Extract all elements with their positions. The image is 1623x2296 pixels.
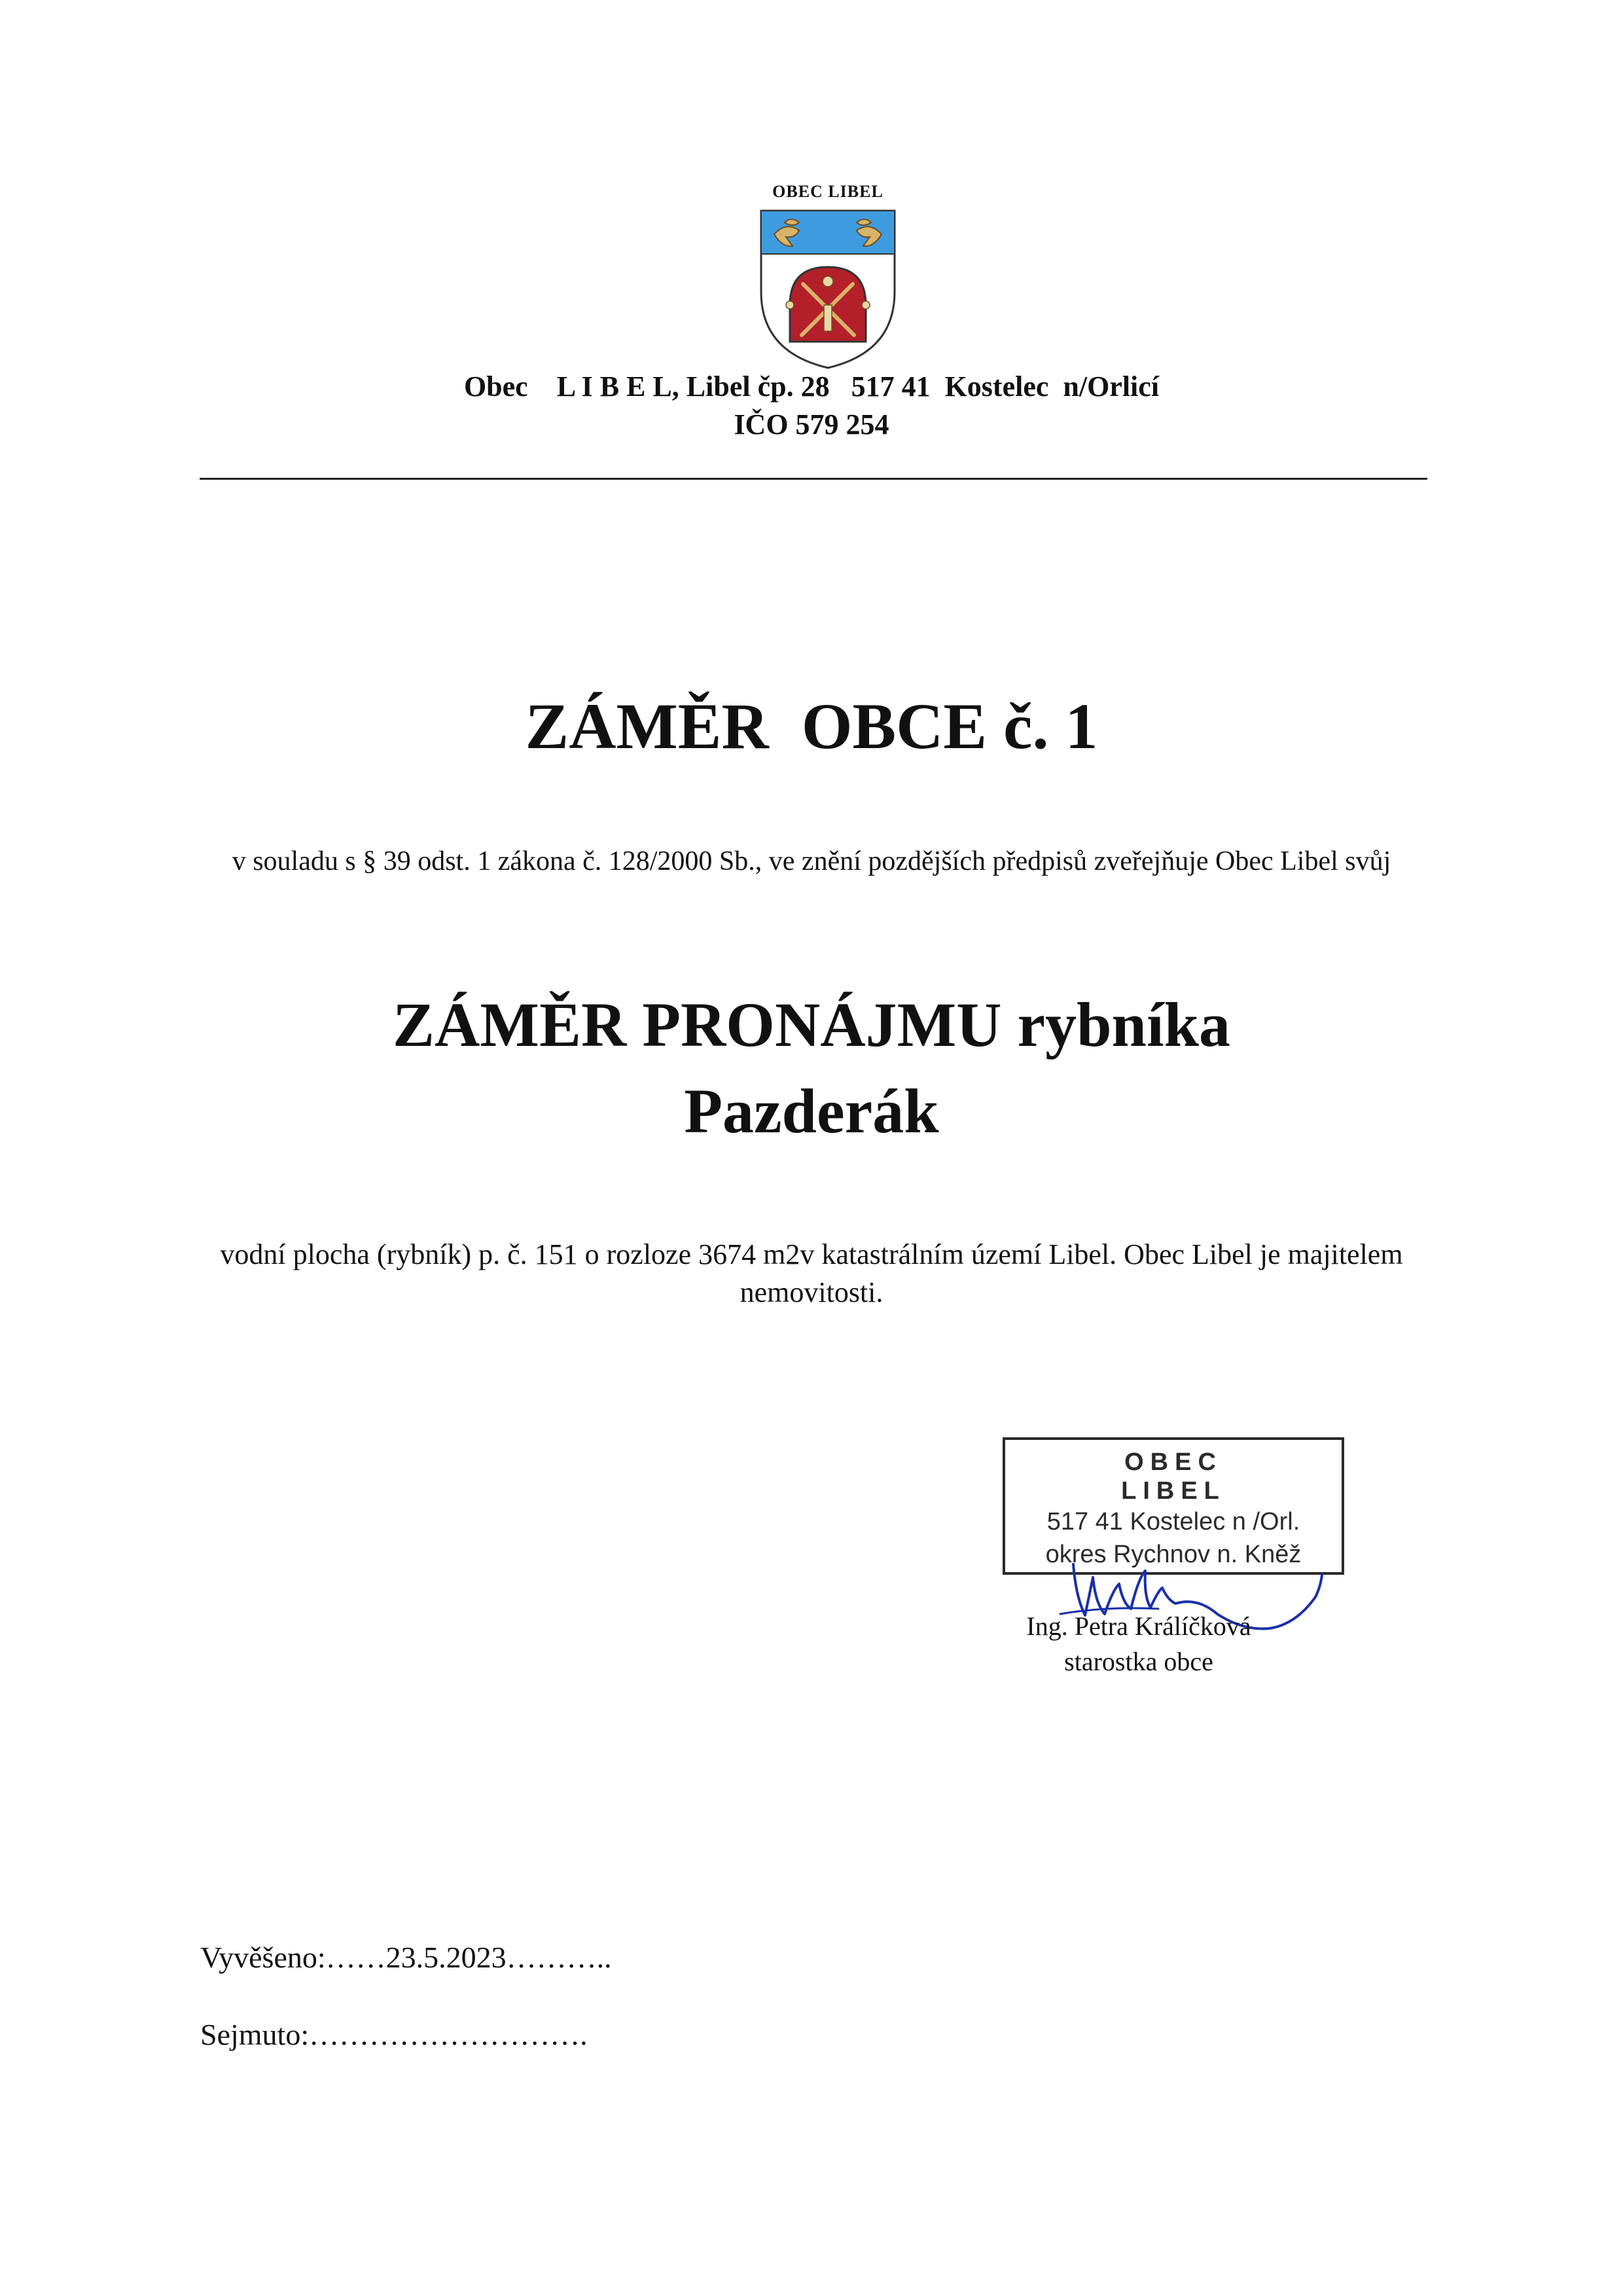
intro-paragraph: v souladu s § 39 odst. 1 zákona č. 128/2000 Sb., ve znění pozdějších předpisů zveřejňuje Obec Libel svůj <box>232 846 1391 876</box>
subtitle-line: Pazderák <box>684 1076 939 1146</box>
document-title: ZÁMĚR OBCE č. 1 <box>525 690 1098 762</box>
coat-of-arms <box>753 182 903 370</box>
stamp-line: OBEC <box>1124 1448 1222 1476</box>
signer-block <box>982 1609 1296 1679</box>
signer-name: Ing. Petra Králíčková <box>1026 1611 1251 1641</box>
subtitle-line: ZÁMĚR PRONÁJMU rybníka <box>392 990 1230 1060</box>
stamp-line: 517 41 Kostelec n /Orl. <box>1046 1508 1300 1535</box>
address-line: Obec L I B E L, Libel čp. 28 517 41 Kostelec n/Orlicí <box>463 370 1160 403</box>
shield-icon <box>756 207 900 370</box>
header-divider <box>200 478 1427 480</box>
crest-label: OBEC LIBEL <box>772 182 883 201</box>
signer-role: starostka obce <box>1064 1647 1213 1676</box>
removed-date: Sejmuto:………………………. <box>200 2018 588 2051</box>
ico-line: IČO 579 254 <box>734 408 889 440</box>
posted-date: Vyvěšeno:……23.5.2023……….. <box>200 1941 612 1974</box>
property-description: vodní plocha (rybník) p. č. 151 o rozloze 3674 m2v katastrálním území Libel. Obec Libel je majitelem nemovitosti. <box>220 1238 1403 1308</box>
stamp-line: LIBEL <box>1121 1477 1226 1505</box>
stamp-line: okres Rychnov n. Kněž <box>1045 1541 1302 1568</box>
document-subtitle <box>0 982 1623 1155</box>
address-block <box>0 368 1623 444</box>
